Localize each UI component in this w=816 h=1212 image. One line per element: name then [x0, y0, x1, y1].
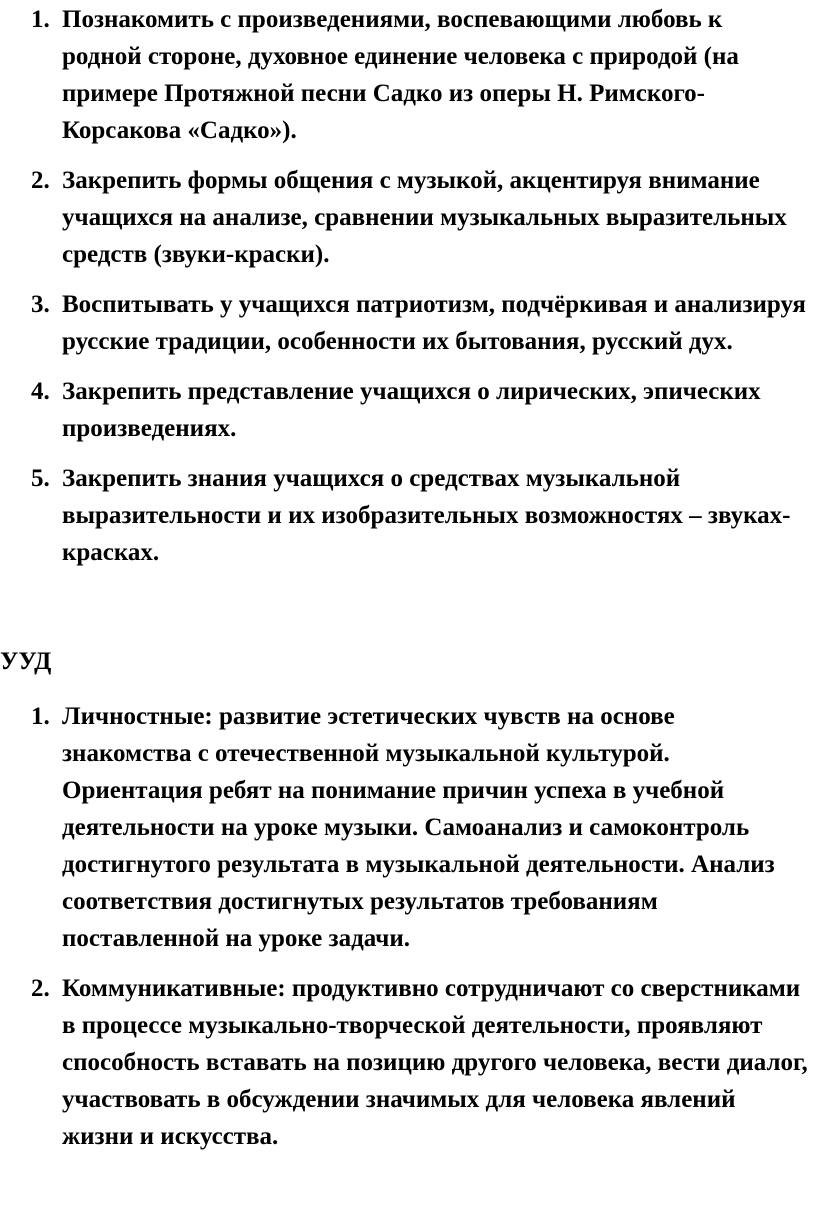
goal-item [0, 162, 816, 273]
goal-item [0, 373, 816, 447]
goal-text: Воспитывать у учащихся патриотизм, подчёркивая и анализируя русские традиции, особенности их бытования, русский дух. [62, 291, 806, 355]
uud-list [0, 698, 816, 1155]
goal-number: 3. [31, 291, 50, 318]
uud-item [0, 970, 816, 1155]
uud-heading: УУД [0, 648, 52, 675]
goal-text: Познакомить с произведениями, воспевающими любовь к родной стороне, духовное единение человека с природой (на примере Протяжной песни Садко из оперы Н. Римского-Корсакова «Садко»). [62, 6, 739, 144]
goal-item [0, 1, 816, 149]
goal-text: Закрепить формы общения с музыкой, акцентируя внимание учащихся на анализе, сравнении музыкальных выразительных средств (звуки-краски). [62, 167, 787, 268]
goal-item [0, 460, 816, 571]
uud-text: Коммуникативные: продуктивно сотрудничают со сверстниками в процессе музыкально-творческой деятельности, проявляют способность вставать на позицию другого человека, вести диалог, участвовать в обсуждении значимых для человека явлений жизни и искусства. [62, 975, 808, 1150]
goal-number: 1. [31, 6, 50, 33]
goal-number: 5. [31, 465, 50, 492]
uud-text: Личностные: развитие эстетических чувств на основе знакомства с отечественной музыкальной культурой. Ориентация ребят на понимание причин успеха в учебной деятельности на уроке музыки. Самоанализ и самоконтроль достигнутого результата в музыкальной деятельности. Анализ соответствия достигнутых результатов требованиям поставленной на уроке задачи. [62, 703, 775, 952]
lesson-goals-list [0, 0, 816, 571]
goal-number: 4. [31, 378, 50, 405]
goal-text: Закрепить представление учащихся о лирических, эпических произведениях. [62, 378, 761, 442]
goal-text: Закрепить знания учащихся о средствах музыкальной выразительности и их изобразительных возможностях – звуках-красках. [62, 465, 791, 566]
uud-number: 2. [31, 975, 50, 1002]
uud-item [0, 698, 816, 957]
uud-number: 1. [31, 703, 50, 730]
goal-number: 2. [31, 167, 50, 194]
goal-item [0, 286, 816, 360]
